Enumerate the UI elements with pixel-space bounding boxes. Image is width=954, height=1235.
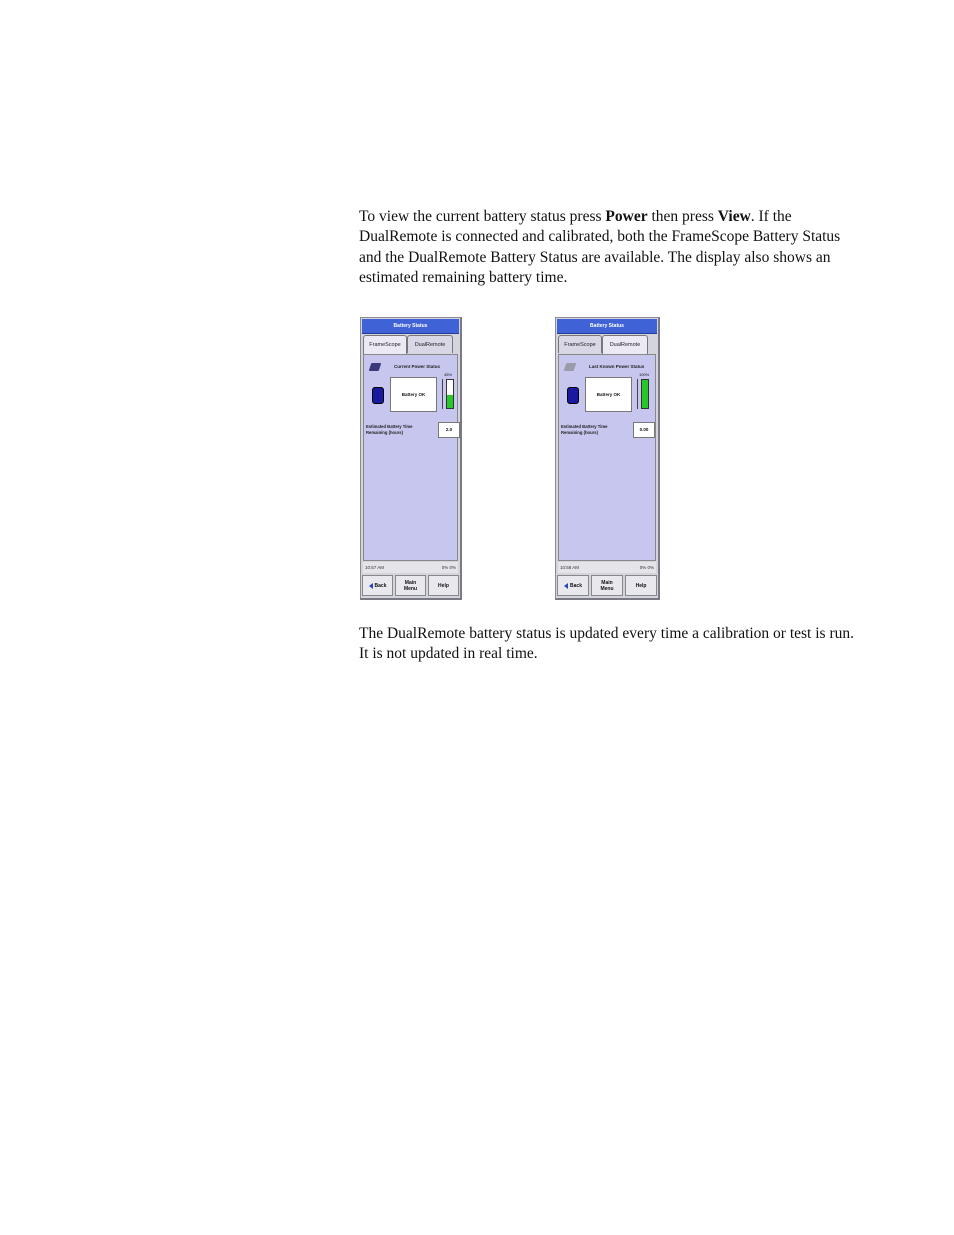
softkey-bar	[557, 575, 657, 597]
power-status-label: Last Known Power Status	[589, 364, 645, 369]
gauge-fill	[642, 380, 648, 408]
estimated-time-label: Estimated Battery Time Remaining (hours)	[561, 424, 608, 435]
estimated-time-value: 0.00	[633, 422, 655, 438]
main-menu-button[interactable]: Main Menu	[591, 575, 623, 596]
battery-gauge	[442, 372, 456, 411]
help-button[interactable]: Help	[428, 575, 459, 596]
power-status-icon	[564, 363, 577, 371]
screen-title: Battery Status	[557, 319, 657, 334]
back-label: Back	[570, 582, 582, 589]
status-bar	[558, 562, 656, 573]
gauge-percent: 100%	[639, 372, 650, 377]
power-key-label: Power	[605, 208, 648, 225]
tab-bar	[363, 335, 458, 354]
screen-title: Battery Status	[362, 319, 459, 334]
estimated-time-value: 2.0	[438, 422, 460, 438]
softkey-bar	[362, 575, 459, 597]
gauge-scale	[637, 379, 640, 409]
estimated-time-label: Estimated Battery Time Remaining (hours)	[366, 424, 413, 435]
clock: 10:58 AM	[560, 565, 580, 570]
main-menu-button[interactable]: Main Menu	[395, 575, 426, 596]
help-button[interactable]: Help	[625, 575, 657, 596]
back-arrow-icon	[369, 583, 373, 589]
gauge-scale	[442, 379, 445, 409]
intro-text: . If the DualRemote is connected and calibrated, both the FrameScope Battery Status and the DualRemote Battery Status are available. The display also shows an estimated remaining battery time.	[359, 208, 841, 287]
framescope-battery-screen	[360, 317, 462, 600]
status-bar	[363, 562, 458, 573]
power-status-icon	[369, 363, 382, 371]
gauge-fill	[447, 395, 453, 408]
battery-icon	[372, 387, 384, 404]
status-indicators: 0% 0%	[441, 565, 456, 570]
outro-paragraph: The DualRemote battery status is updated every time a calibration or test is run. It is not updated in real time.	[359, 625, 854, 663]
intro-text: To view the current battery status press	[359, 208, 606, 225]
content-panel	[363, 354, 458, 561]
battery-status-box: Battery OK	[390, 377, 437, 412]
intro-text: then press	[647, 208, 718, 225]
back-arrow-icon	[564, 583, 568, 589]
tab-framescope[interactable]: FrameScope	[363, 335, 407, 354]
dualremote-battery-screen	[555, 317, 660, 600]
power-status-label: Current Power Status	[394, 364, 441, 369]
gauge-tube	[641, 379, 649, 409]
view-key-label: View	[717, 208, 751, 225]
tab-dualremote[interactable]: DualRemote	[407, 335, 453, 353]
gauge-tube	[446, 379, 454, 409]
back-button[interactable]	[362, 575, 393, 596]
battery-status-box: Battery OK	[585, 377, 632, 412]
back-label: Back	[374, 582, 387, 589]
tab-framescope[interactable]: FrameScope	[558, 335, 602, 353]
tab-bar	[558, 335, 656, 354]
clock: 10:57 AM	[365, 565, 385, 570]
back-button[interactable]	[557, 575, 589, 596]
status-indicators: 0% 0%	[639, 565, 654, 570]
tab-dualremote[interactable]: DualRemote	[602, 335, 648, 354]
content-panel	[558, 354, 656, 561]
battery-icon	[567, 387, 579, 404]
gauge-percent: 45%	[444, 372, 453, 377]
intro-paragraph	[359, 207, 859, 289]
battery-gauge	[637, 372, 651, 411]
